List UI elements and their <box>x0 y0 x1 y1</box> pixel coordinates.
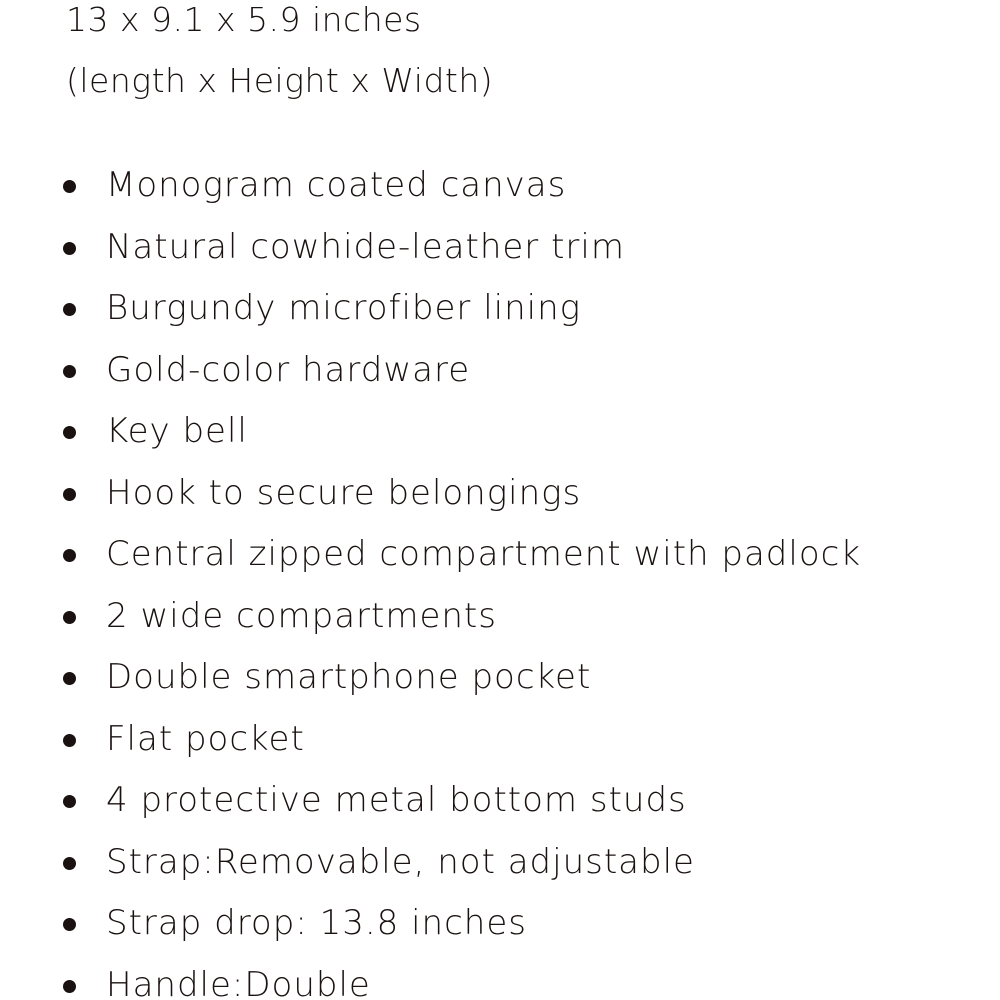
bullet-icon <box>63 672 76 685</box>
feature-item <box>0 348 1000 410</box>
feature-text: Double smartphone pocket <box>106 657 592 697</box>
bullet-icon <box>63 242 76 255</box>
feature-text: Hook to secure belongings <box>106 472 582 513</box>
feature-item <box>0 532 1000 594</box>
feature-text: Central zipped compartment with padlock <box>106 534 862 574</box>
feature-text: Strap:Removable, not adjustable <box>106 841 695 882</box>
feature-text: Flat pocket <box>106 718 305 759</box>
feature-item <box>0 963 1000 1000</box>
bullet-icon <box>63 734 76 747</box>
bullet-icon <box>63 549 76 562</box>
feature-item <box>0 717 1000 779</box>
feature-text: Key bell <box>106 411 248 451</box>
bullet-icon <box>63 303 76 316</box>
feature-text: Burgundy microfiber lining <box>106 288 582 328</box>
bullet-icon <box>63 488 76 501</box>
dimensions-measurement: 13 x 9.1 x 5.9 inches <box>66 0 422 39</box>
bullet-icon <box>63 426 76 439</box>
bullet-icon <box>63 180 76 193</box>
feature-item <box>0 471 1000 533</box>
bullet-icon <box>63 795 76 808</box>
feature-text: Strap drop: 13.8 inches <box>106 903 527 943</box>
feature-list <box>0 163 1000 1000</box>
feature-text: Handle:Double <box>106 964 371 1000</box>
feature-item <box>0 163 1000 225</box>
feature-text: Monogram coated canvas <box>106 165 567 205</box>
feature-text: Gold-color hardware <box>106 349 471 390</box>
feature-item <box>0 286 1000 348</box>
feature-item <box>0 778 1000 840</box>
dimensions-legend: (length x Height x Width) <box>66 61 494 100</box>
bullet-icon <box>63 611 76 624</box>
feature-item <box>0 409 1000 471</box>
bullet-icon <box>63 365 76 378</box>
feature-text: 4 protective metal bottom studs <box>106 780 687 820</box>
feature-text: Natural cowhide-leather trim <box>106 226 625 267</box>
feature-item <box>0 225 1000 287</box>
bullet-icon <box>63 980 76 993</box>
bullet-icon <box>63 918 76 931</box>
feature-item <box>0 901 1000 963</box>
bullet-icon <box>63 857 76 870</box>
feature-text: 2 wide compartments <box>106 595 497 636</box>
feature-item <box>0 594 1000 656</box>
feature-item <box>0 655 1000 717</box>
feature-item <box>0 840 1000 902</box>
